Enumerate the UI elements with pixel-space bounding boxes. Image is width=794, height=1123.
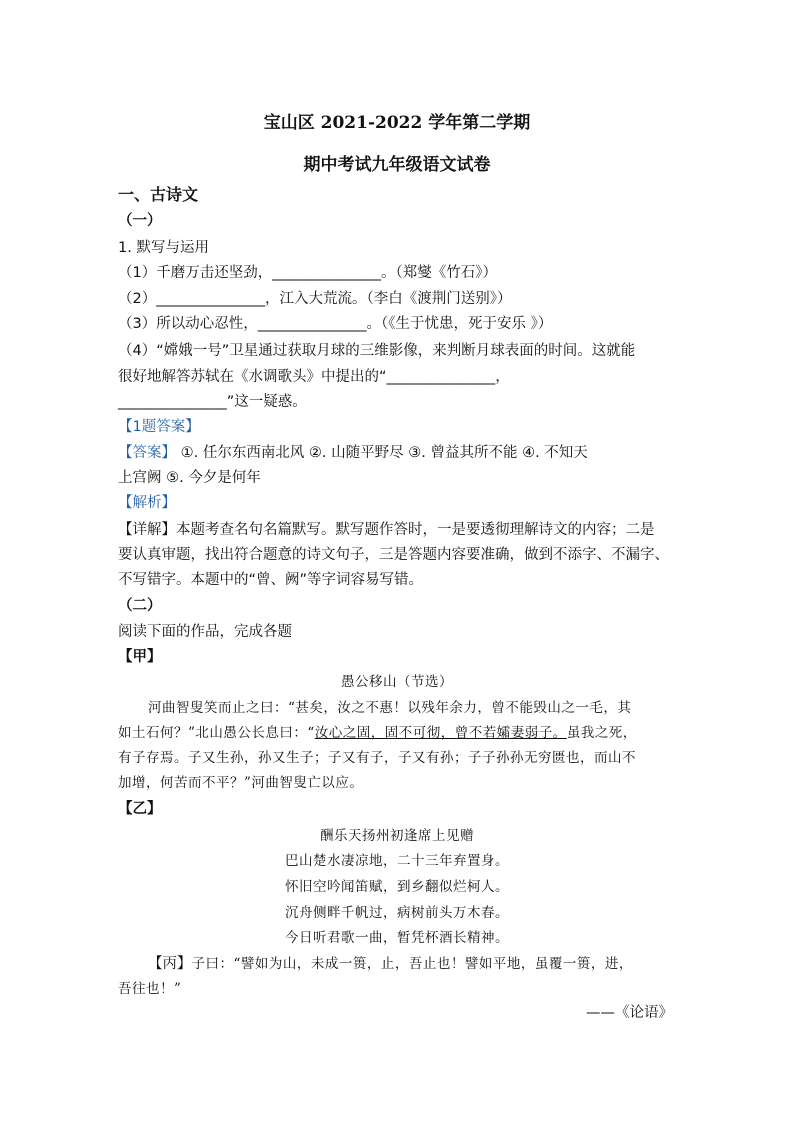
- jia-passage-line: 河曲智叟笑而止之曰：“甚矣，汝之不惠！以残年余力，曾不能毁山之一毛，其: [148, 700, 632, 716]
- detail-text: 本题考查名句名篇默写。默写题作答时，一是要透彻理解诗文的内容；二是: [176, 522, 655, 538]
- question-1-item: （2）_______________，江入大荒流。（李白《渡荆门送别》）: [118, 291, 512, 307]
- answer-line: [118, 443, 588, 463]
- part-two-heading: （二）: [118, 598, 162, 614]
- bing-label: 【丙】: [148, 956, 192, 972]
- part-one-heading: （一）: [118, 213, 162, 229]
- answer-label: 【答案】: [118, 445, 176, 461]
- yi-poem-line: 怀旧空吟闻笛赋，到乡翻似烂柯人。: [285, 879, 509, 895]
- reading-instruction: 阅读下面的作品，完成各题: [118, 624, 292, 640]
- jia-passage-line: 有子存焉。子又生孙，孙又生子；子又有子，子又有孙；子子孙孙无穷匮也，而山不: [118, 750, 636, 766]
- jia-label: 【甲】: [118, 649, 162, 665]
- question-1-item: （3）所以动心忍性，_______________。（《生于忧患，死于安乐 》）: [118, 316, 553, 332]
- yi-poem-title: 酬乐天扬州初逢席上见赠: [320, 828, 474, 844]
- question-1-title: 1. 默写与运用: [118, 240, 209, 256]
- analysis-label: 【解析】: [118, 495, 176, 511]
- bing-line-2: 吾往也！”: [118, 981, 182, 997]
- question-1-item: （1）千磨万击还坚劲，_______________。（郑燮《竹石》）: [118, 265, 497, 281]
- yi-label: 【乙】: [118, 801, 162, 817]
- bing-text: 子曰：“譬如为山，未成一篑，止，吾止也！譬如平地，虽覆一篑，进，: [191, 956, 633, 972]
- section-heading: 一、古诗文: [118, 185, 199, 204]
- jia-passage-line: 加增，何苦而不平？”河曲智叟亡以应。: [118, 775, 364, 791]
- yi-poem-line: 今日听君歌一曲，暂凭杯酒长精神。: [285, 930, 509, 946]
- yi-poem-line: 沉舟侧畔千帆过，病树前头万木春。: [285, 905, 509, 921]
- answer-tag: 【1题答案】: [118, 419, 200, 435]
- detail-line: [118, 520, 655, 540]
- jia-passage-line: [118, 723, 637, 743]
- yi-poem-line: 巴山楚水凄凉地，二十三年弃置身。: [285, 853, 509, 869]
- detail-label: 【详解】: [118, 522, 176, 538]
- jia-text-segment: 如土石何？”北山愚公长息曰：“: [118, 725, 315, 741]
- question-1-item: _______________”这一疑惑。: [118, 394, 307, 410]
- question-1-item: 很好地解答苏轼在《水调歌头》中提出的“_______________，: [118, 369, 510, 385]
- answer-line-2: 上宫阙 ⑤. 今夕是何年: [118, 470, 261, 486]
- detail-line: 要认真审题，找出符合题意的诗文句子，三是答题内容要准确，做到不添字、不漏字、: [118, 547, 669, 563]
- exam-title-line2: 期中考试九年级语文试卷: [303, 155, 491, 175]
- answer-text: ①. 任尔东西南北风 ②. 山随平野尽 ③. 曾益其所不能 ④. 不知天: [176, 445, 588, 461]
- bing-source: ——《论语》: [586, 1005, 673, 1021]
- jia-underlined-segment: 汝心之固，固不可彻，曾不若孀妻弱子。: [314, 725, 567, 741]
- exam-title-line1: 宝山区 2021-2022 学年第二学期: [263, 113, 531, 133]
- bing-line: [148, 954, 633, 974]
- jia-passage-title: 愚公移山（节选）: [341, 674, 453, 690]
- question-1-item: （4）“嫦娥一号”卫星通过获取月球的三维影像，来判断月球表面的时间。这就能: [118, 343, 636, 359]
- jia-text-segment: 虽我之死，: [566, 725, 637, 741]
- detail-line: 不写错字。本题中的“曾、阙”等字词容易写错。: [118, 572, 424, 588]
